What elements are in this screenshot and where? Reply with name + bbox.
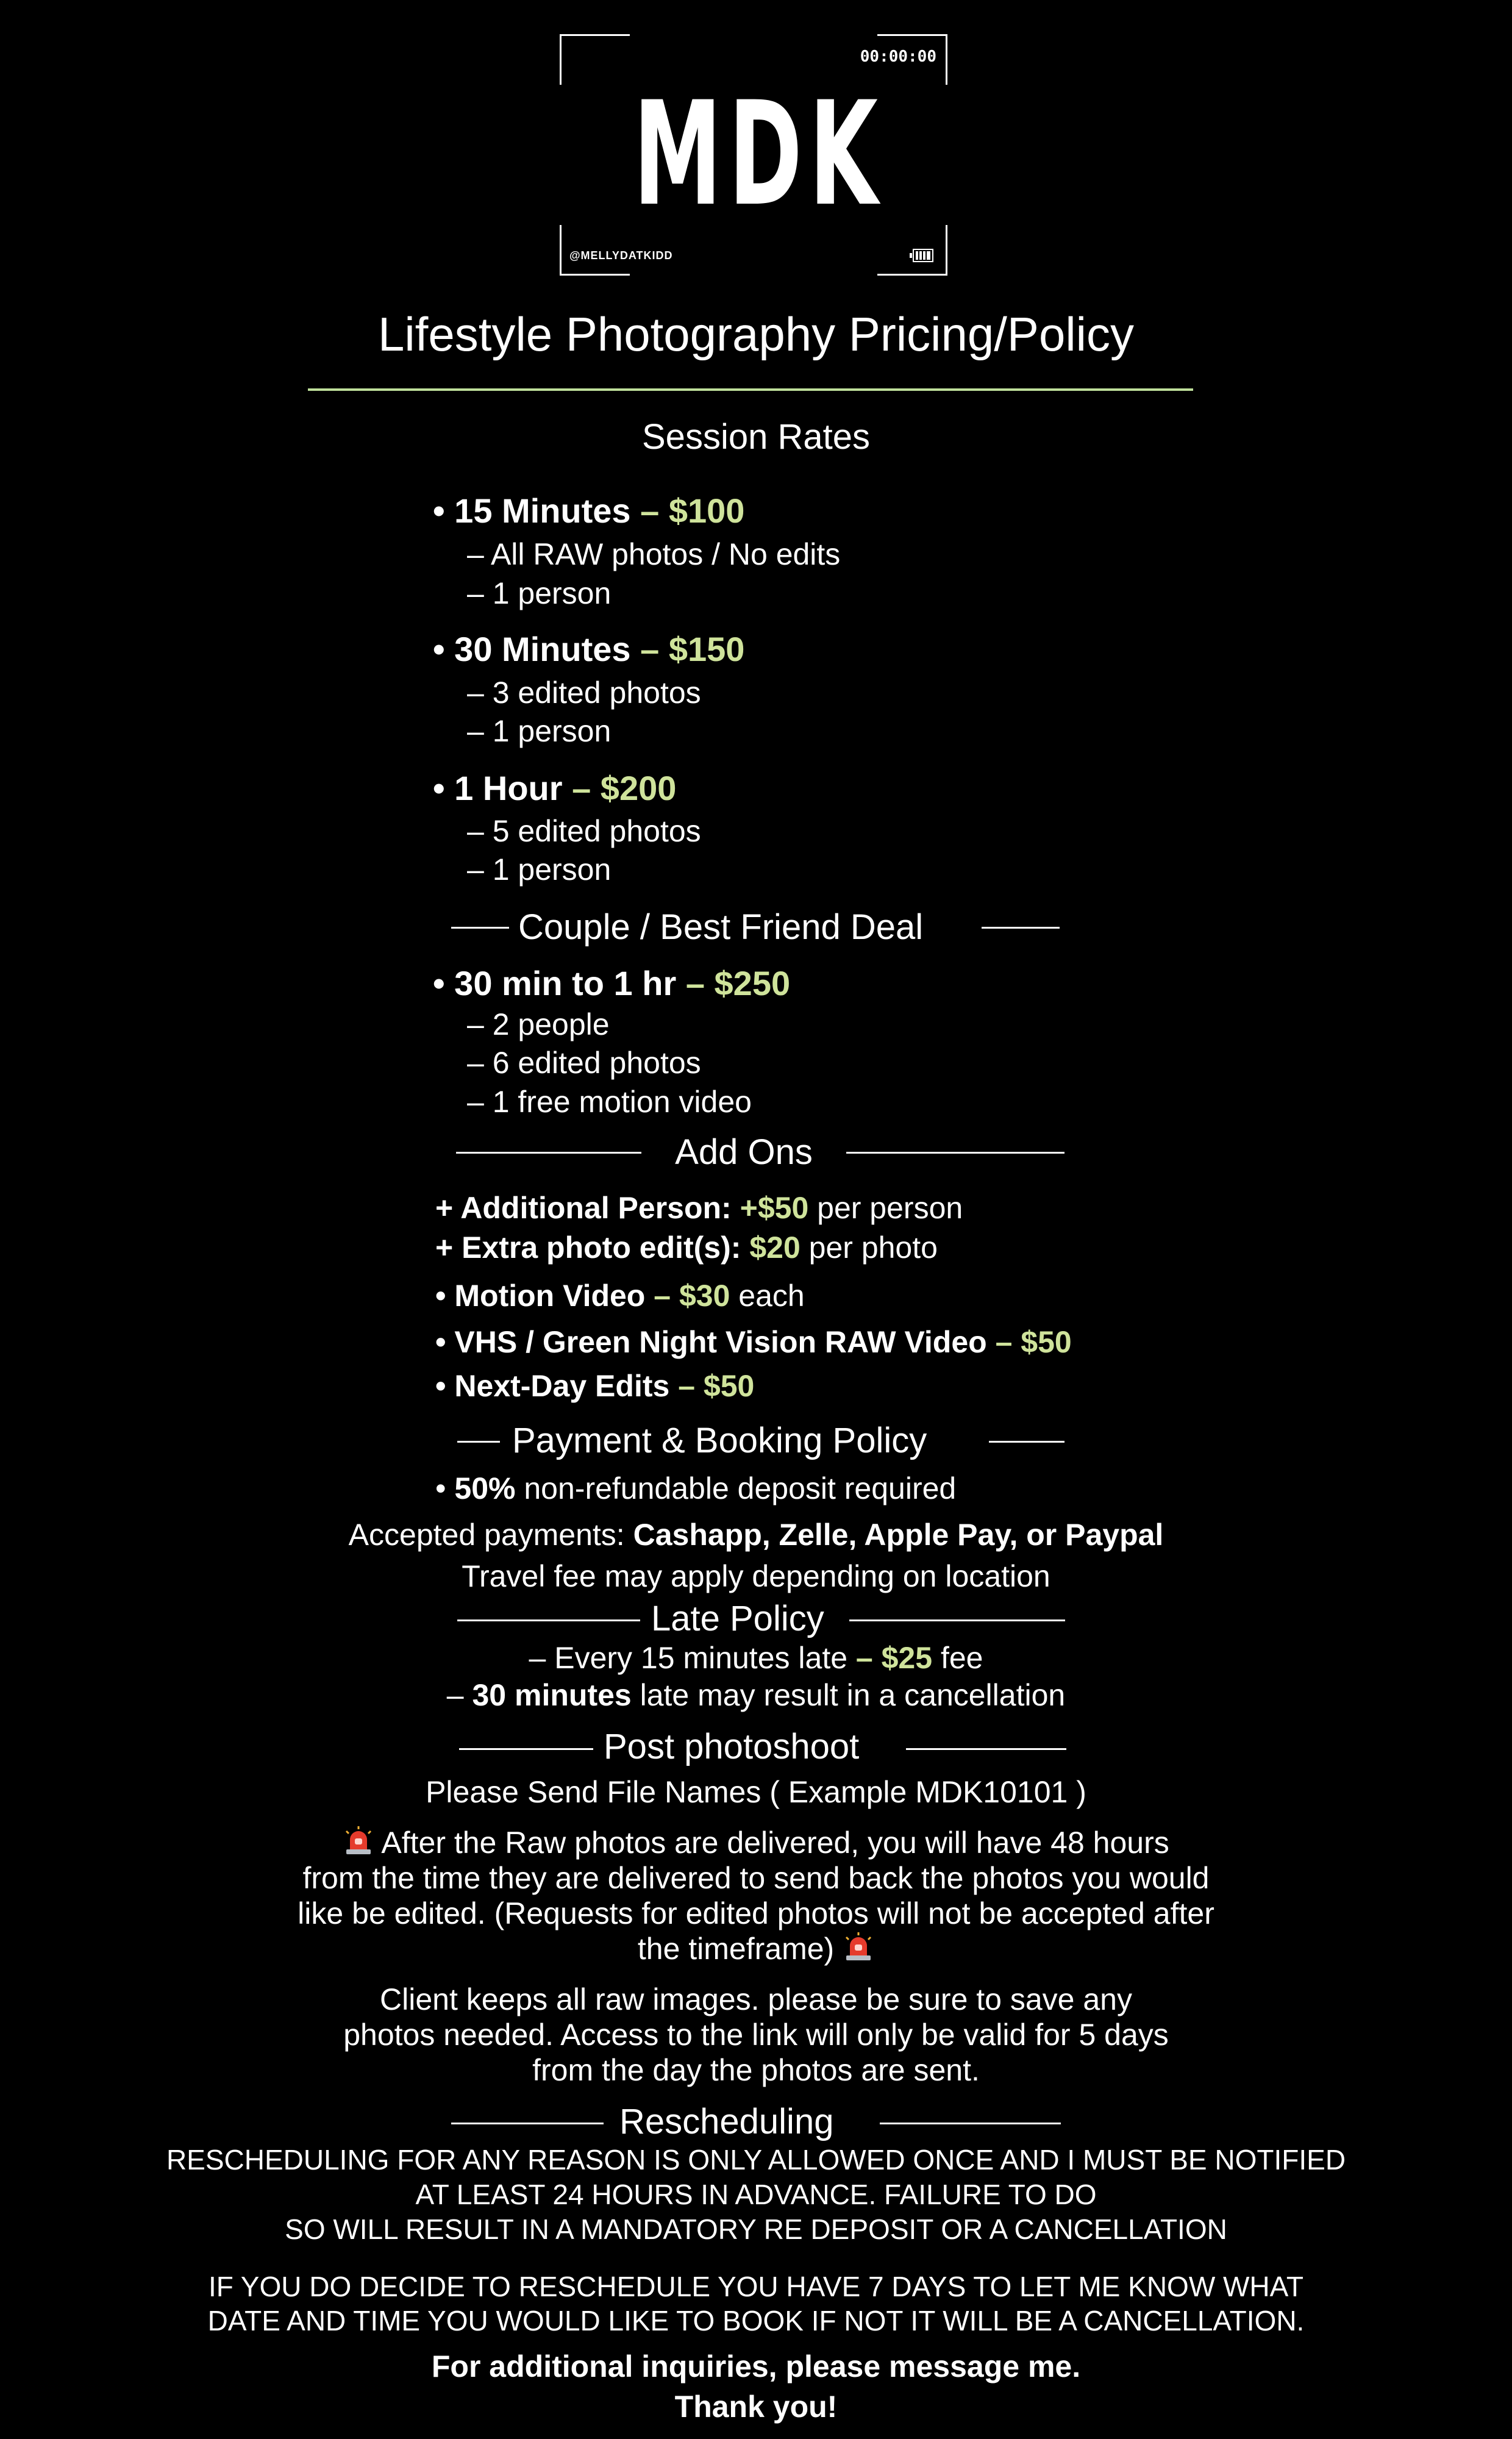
battery-icon <box>910 249 934 262</box>
late-cancel-line: – 30 minutes late may result in a cancellation <box>446 1678 1066 1712</box>
couple-deal-package: • 30 min to 1 hr – $250 <box>433 964 791 1002</box>
package-detail: – 1 person <box>467 714 612 748</box>
package-15-min: • 15 Minutes – $100 <box>433 491 745 530</box>
section-rule <box>989 1441 1064 1443</box>
section-rule <box>982 927 1060 929</box>
rescheduling-heading: Rescheduling <box>619 2102 834 2141</box>
late-fee-line: – Every 15 minutes late – $25 fee <box>529 1641 983 1675</box>
rescheduling-line: IF YOU DO DECIDE TO RESCHEDULE YOU HAVE 7 DAYS TO LET ME KNOW WHAT <box>208 2271 1304 2302</box>
addon-item: + Additional Person: +$50 per person <box>435 1191 963 1225</box>
file-names-note: Please Send File Names ( Example MDK10101 ) <box>426 1775 1086 1809</box>
late-policy-heading: Late Policy <box>651 1599 824 1638</box>
section-rule <box>457 1441 500 1443</box>
frame-corner <box>560 34 630 85</box>
package-30-min: • 30 Minutes – $150 <box>433 630 745 668</box>
package-detail: – 5 edited photos <box>467 814 701 848</box>
payment-heading: Payment & Booking Policy <box>512 1421 927 1460</box>
page-title: Lifestyle Photography Pricing/Policy <box>378 307 1134 361</box>
raw-notice-line: After the Raw photos are delivered, you will have 48 hours <box>0 1825 1512 1860</box>
rescheduling-line: DATE AND TIME YOU WOULD LIKE TO BOOK IF NOT IT WILL BE A CANCELLATION. <box>207 2305 1305 2337</box>
logo <box>560 34 947 276</box>
addon-item: + Extra photo edit(s): $20 per photo <box>435 1230 938 1265</box>
raw-notice-line: from the time they are delivered to send back the photos you would <box>302 1861 1210 1895</box>
package-detail: – 1 person <box>467 852 612 887</box>
package-1-hour: • 1 Hour – $200 <box>433 769 677 807</box>
package-detail: – 1 person <box>467 576 612 610</box>
section-rule <box>849 1619 1065 1621</box>
alarm-siren-icon <box>843 1931 874 1963</box>
section-rule <box>906 1748 1066 1750</box>
rescheduling-line: AT LEAST 24 HOURS IN ADVANCE. FAILURE TO DO <box>415 2179 1097 2210</box>
package-detail: – 6 edited photos <box>467 1046 701 1080</box>
package-detail: – 2 people <box>467 1007 610 1041</box>
inquiries-note: For additional inquiries, please message me. <box>431 2349 1081 2384</box>
section-rule <box>451 2123 604 2124</box>
raw-notice-line: like be edited. (Requests for edited photos will not be accepted after <box>298 1896 1214 1930</box>
rescheduling-line: SO WILL RESULT IN A MANDATORY RE DEPOSIT OR A CANCELLATION <box>285 2213 1227 2245</box>
post-photoshoot-heading: Post photoshoot <box>604 1727 860 1766</box>
section-rule <box>457 1619 640 1621</box>
section-rule <box>451 927 509 929</box>
section-rule <box>459 1748 593 1750</box>
package-detail: – 1 free motion video <box>467 1085 752 1119</box>
section-rule <box>880 2123 1061 2124</box>
deposit-line: • 50% non-refundable deposit required <box>435 1471 957 1505</box>
client-keeps-line: from the day the photos are sent. <box>532 2053 980 2087</box>
raw-notice-line: the timeframe) <box>0 1931 1512 1966</box>
addon-item: • Motion Video – $30 each <box>435 1279 805 1313</box>
logo-timecode: 00:00:00 <box>860 48 936 66</box>
thank-you: Thank you! <box>674 2390 838 2424</box>
couple-deal-heading: Couple / Best Friend Deal <box>518 907 924 947</box>
session-rates-heading: Session Rates <box>642 417 870 457</box>
rescheduling-line: RESCHEDULING FOR ANY REASON IS ONLY ALLOWED ONCE AND I MUST BE NOTIFIED <box>166 2144 1346 2176</box>
addon-item: • VHS / Green Night Vision RAW Video – $50 <box>435 1325 1072 1359</box>
section-rule <box>846 1152 1064 1154</box>
logo-handle: @MELLYDATKIDD <box>569 249 673 262</box>
addon-item: • Next-Day Edits – $50 <box>435 1369 755 1403</box>
package-detail: – 3 edited photos <box>467 676 701 710</box>
add-ons-heading: Add Ons <box>675 1132 813 1172</box>
client-keeps-line: photos needed. Access to the link will only be valid for 5 days <box>343 2018 1169 2052</box>
title-divider <box>308 388 1193 391</box>
package-detail: – All RAW photos / No edits <box>467 537 841 571</box>
client-keeps-line: Client keeps all raw images. please be sure to save any <box>380 1982 1132 2016</box>
accepted-payments: Accepted payments: Cashapp, Zelle, Apple Pay, or Paypal <box>348 1518 1164 1552</box>
logo-text: MDK <box>633 71 885 238</box>
travel-fee-note: Travel fee may apply depending on location <box>462 1559 1050 1593</box>
alarm-siren-icon <box>343 1825 374 1857</box>
